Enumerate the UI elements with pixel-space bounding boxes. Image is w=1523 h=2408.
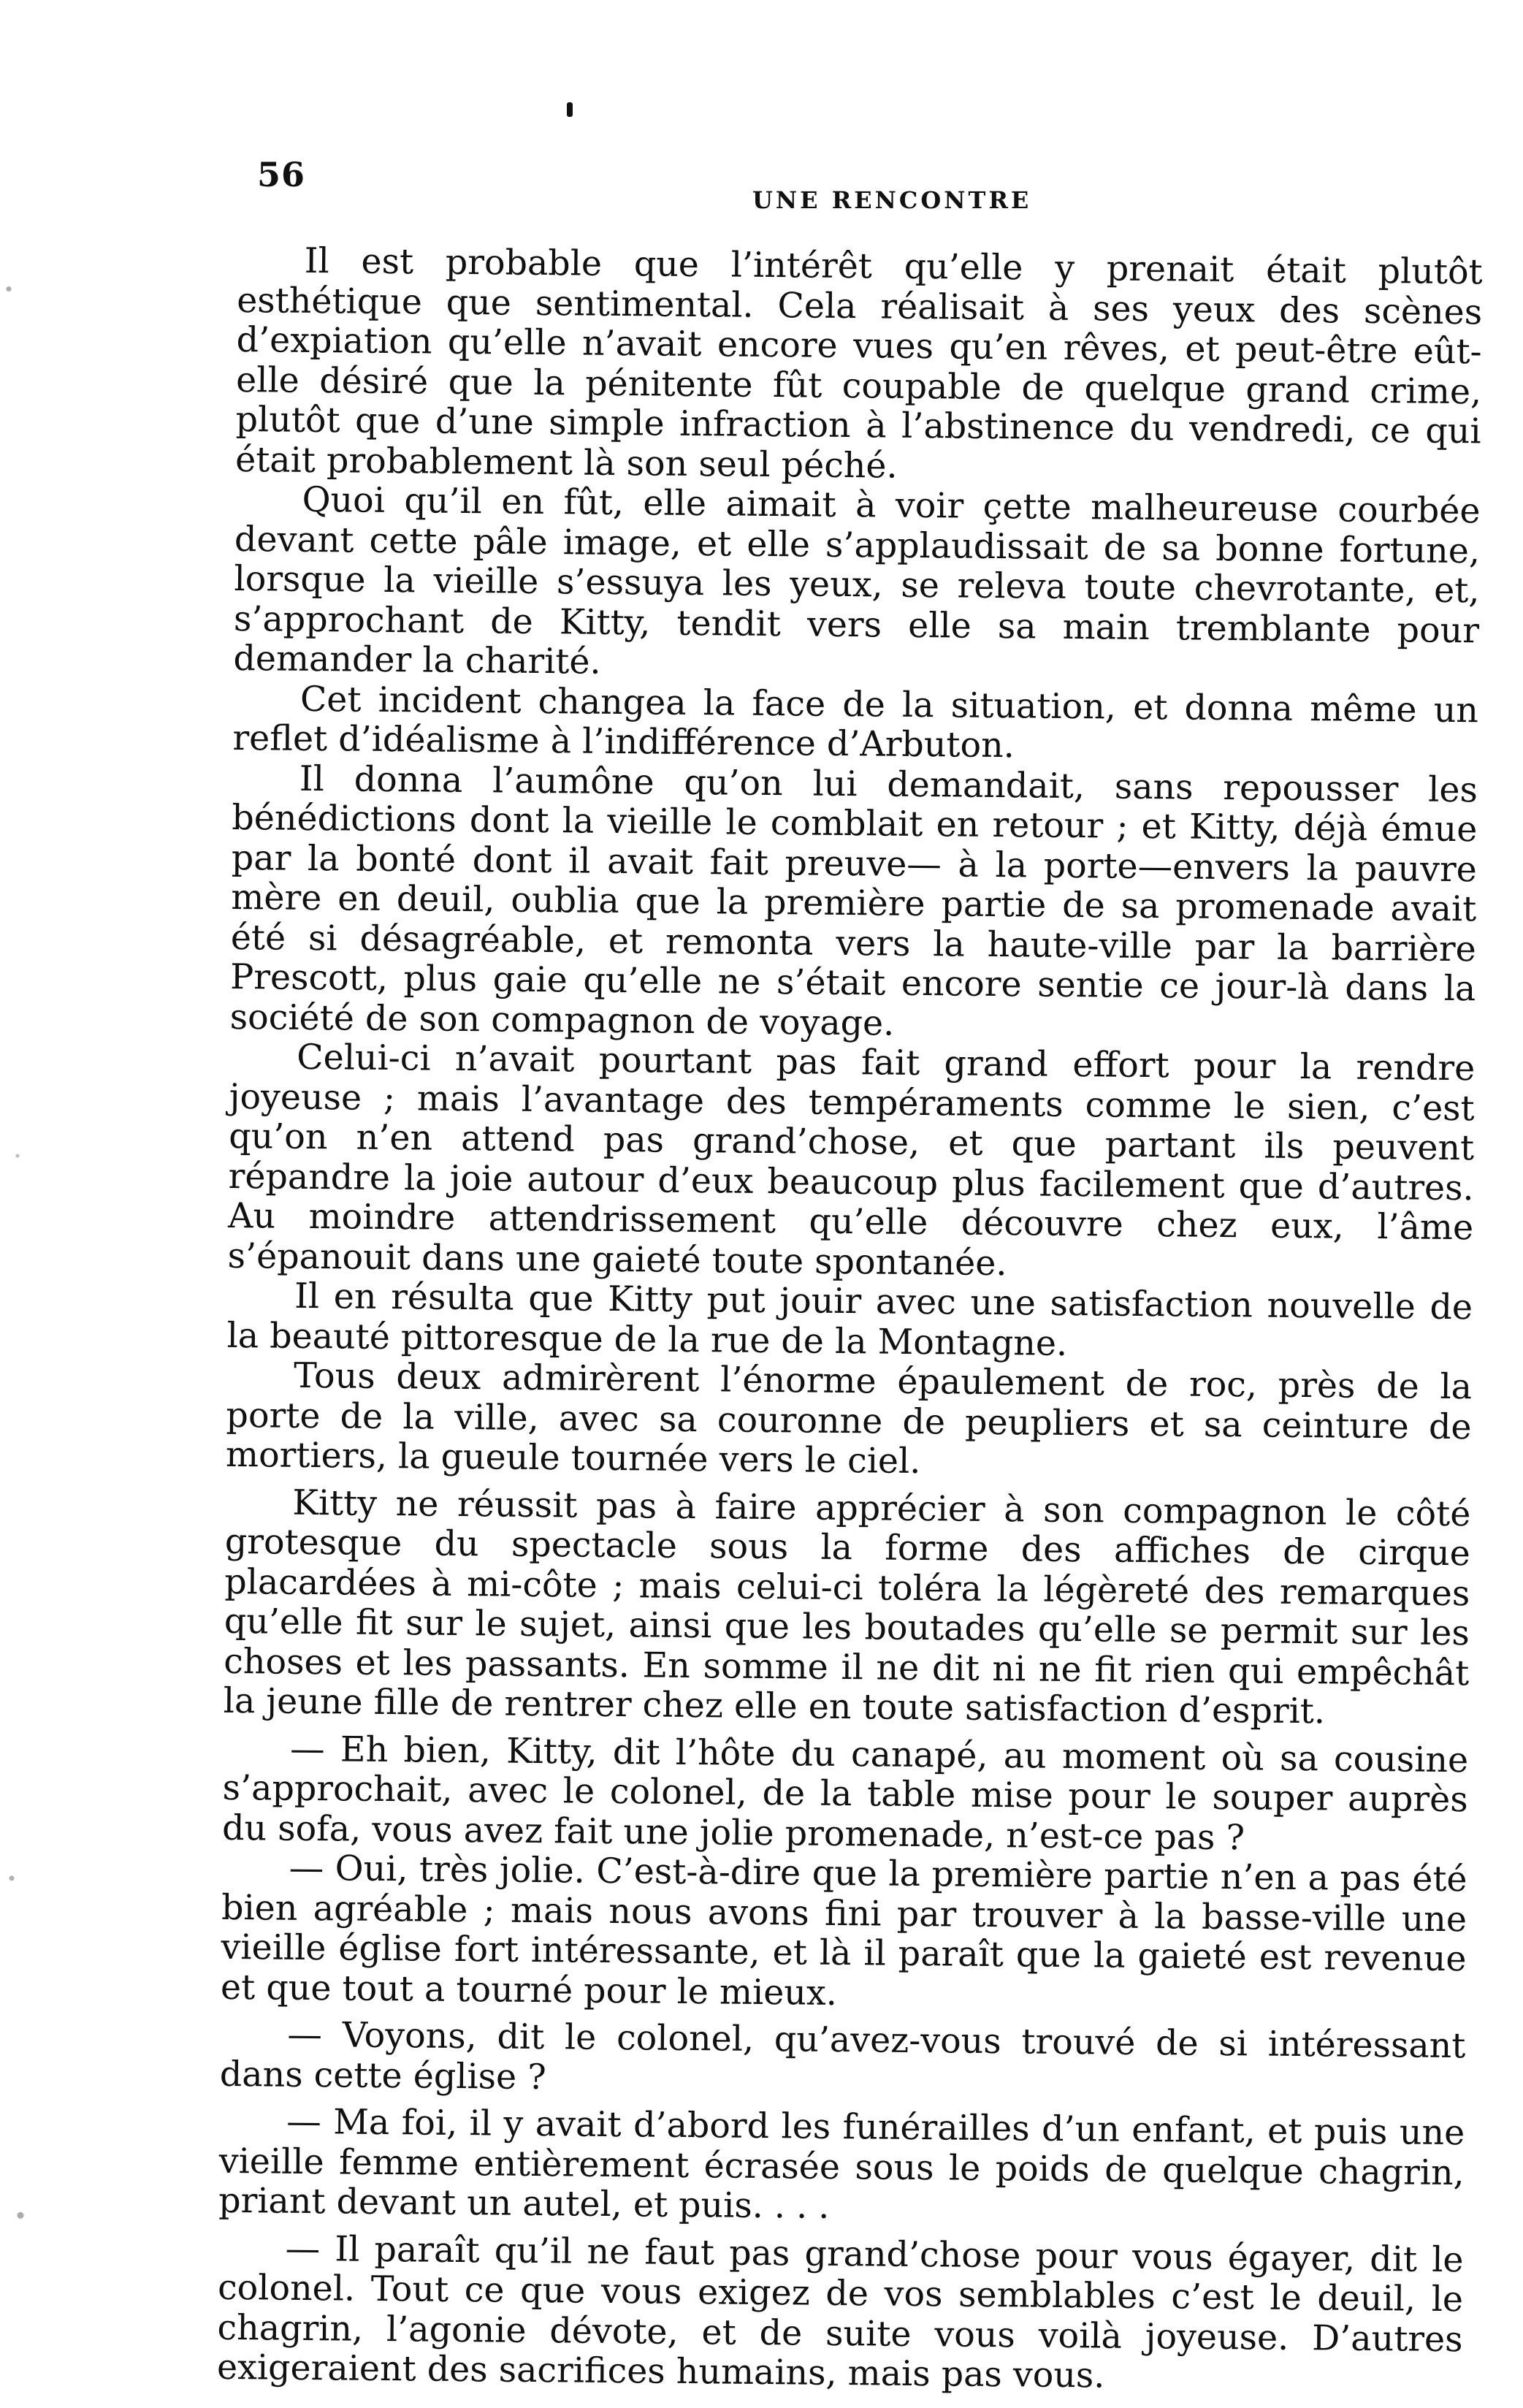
paragraph: Il est probable que l’intérêt qu’elle y prenait était plutôt esthétique que sentimental. Cela réalisait à ses yeux des scènes d’expiation qu’elle n’avait encore vues qu’en rêves, et peut-être eût-elle désiré que la pénitente fût coupable de quelque grand crime, plutôt que d’une simple infraction à l’abstinence du vendredi, ce qui était probablement là son seul péché. <box>234 240 1483 487</box>
body-text <box>217 241 1483 2400</box>
paragraph: Il donna l’aumône qu’on lui demandait, sans repousser les bénédictions dont la vieille le comblait en retour ; et Kitty, déjà émue par la bonté dont il avait fait preuve— à la porte—envers la pauvre mère en deuil, oublia que la première partie de sa promenade avait été si désagréable, et remonta vers la haute-ville par la barrière Prescott, plus gaie qu’elle ne s’était encore sentie ce jour-là dans la société de son compagnon de voyage. <box>229 758 1478 1044</box>
scan-edge-noise <box>0 0 29 2408</box>
paragraph: — Ma foi, il y avait d’abord les funérailles d’un enfant, et puis une vieille femme entièrement écrasée sous le poids de quelque chagrin, priant devant un autel, et puis. . . . <box>218 2101 1465 2227</box>
paragraph: — Voyons, dit le colonel, qu’avez-vous trouvé de si intéressant dans cette église ? <box>219 2014 1466 2098</box>
ink-speck <box>567 102 573 117</box>
paragraph: Tous deux admirèrent l’énorme épaulement de roc, près de la porte de la ville, avec sa couronne de peupliers et sa ceinture de mortiers, la gueule tournée vers le ciel. <box>225 1355 1473 1482</box>
paragraph: Quoi qu’il en fût, elle aimait à voir çette malheureuse courbée devant cette pâle image, et elle s’applaudissait de sa bonne fortune, lorsque la vieille s’essuya les yeux, se releva toute chevrotante, et, s’approchant de Kitty, tendit vers elle sa main tremblante pour demander la charité. <box>233 479 1481 682</box>
paragraph: Kitty ne réussit pas à faire apprécier à son compagnon le côté grotesque du spectacle sous la forme des affiches de cirque placardées à mi-côte ; mais celui-ci toléra la légèreté des remarques qu’elle fit sur le sujet, ainsi que les boutades qu’elle se permit sur les choses et les passants. En somme il ne dit ni ne fit rien qui empêchât la jeune fille de rentrer chez elle en toute satisfaction d’esprit. <box>223 1482 1471 1732</box>
paragraph: — Il paraît qu’il ne faut pas grand’chose pour vous égayer, dit le colonel. Tout ce que vous exigez de vos semblables c’est le deuil, le chagrin, l’agonie dévote, et de suite vous voilà joyeuse. D’autres exigeraient des sacrifices humains, mais pas vous. <box>216 2228 1464 2396</box>
paragraph: Celui-ci n’avait pourtant pas fait grand effort pour la rendre joyeuse ; mais l’avantage des tempéraments comme le sien, c’est qu’on n’en attend pas grand’chose, et que partant ils peuvent répandre la joie autour d’eux beaucoup plus facilement que d’autres. Au moindre attendrissement qu’elle découvre chez eux, l’âme s’épanouit dans une gaieté toute spontanée. <box>227 1037 1476 1284</box>
page-number: 56 <box>257 155 306 194</box>
paragraph: — Oui, très jolie. C’est-à-dire que la première partie n’en a pas été bien agréable ; mais nous avons fini par trouver à la basse-ville une vieille église fort intéressante, et là il paraît que la gaieté est revenue et que tout a tourné pour le mieux. <box>220 1848 1467 2013</box>
paragraph: — Eh bien, Kitty, dit l’hôte du canapé, au moment où sa cousine s’approchait, avec le colonel, de la table mise pour le souper auprès du sofa, vous avez fait une jolie promenade, n’est-ce pas ? <box>221 1729 1469 1858</box>
running-head: UNE RENCONTRE <box>752 186 1032 214</box>
paragraph: Cet incident changea la face de la situation, et donna même un reflet d’idéalisme à l’indifférence d’Arbuton. <box>232 679 1479 766</box>
paragraph: Il en résulta que Kitty put jouir avec une satisfaction nouvelle de la beauté pittoresque de la rue de la Montagne. <box>226 1276 1473 1364</box>
